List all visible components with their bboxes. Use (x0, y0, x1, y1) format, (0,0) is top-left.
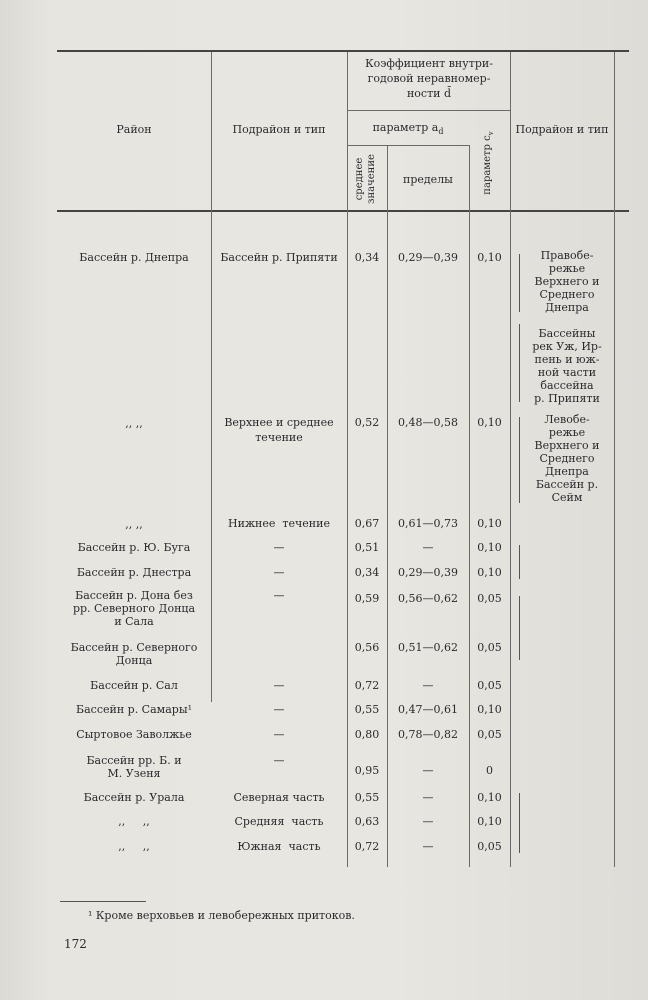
table-header-rule (57, 210, 629, 212)
cell-region: Бассейн р. Самары¹ (76, 703, 192, 716)
param-a-label: параметр a (372, 121, 439, 134)
cell-subregion: Нижнее течение (228, 517, 330, 530)
cell-limits: — (422, 541, 434, 554)
cell-subregion: Южная часть (237, 840, 321, 853)
cell-subregion: — (273, 541, 285, 554)
table-top-rule (57, 50, 629, 52)
cell-cv: 0,05 (477, 840, 502, 853)
bracket (519, 596, 526, 660)
cell-mean: 0,59 (354, 592, 380, 605)
cell-subregion: — (273, 679, 285, 692)
cell-subregion: Бассейн р. Припяти (220, 251, 338, 264)
footnote-rule (60, 901, 146, 902)
header-param-a (347, 120, 469, 139)
header-region: Район (116, 123, 152, 136)
header-subregion: Подрайон и тип (232, 123, 326, 136)
param-c-sub: v (487, 131, 495, 136)
cell-cv: 0,10 (477, 541, 502, 554)
cell-region: Бассейн р. Днестра (76, 566, 192, 579)
cell-limits: 0,29—0,39 (398, 251, 458, 264)
cell-cv: 0,10 (477, 251, 502, 264)
cell-region: Бассейн р. Северного Донца (70, 641, 198, 667)
bracket (519, 417, 526, 503)
cell-region: Бассейн р. Ю. Буга (77, 541, 191, 554)
header-subrule (347, 110, 510, 111)
cell-cv: 0 (486, 764, 493, 777)
cell-region: Сыртовое Заволжье (76, 728, 192, 741)
cell-limits: 0,56—0,62 (398, 592, 458, 605)
header-mean-value: среднее значение (354, 154, 377, 204)
header-coefficient: Коэффициент внутри- годовой неравномер- ности d̄ (365, 57, 493, 100)
cell-subregion: — (273, 703, 285, 716)
cell-mean: 0,63 (354, 815, 380, 828)
cell-subregion: — (273, 754, 285, 767)
cell-cv: 0,10 (477, 791, 502, 804)
footnote: ¹ Кроме верховьев и левобережных притоков. (88, 909, 355, 922)
col-divider (510, 52, 511, 867)
cell-subregion: — (273, 589, 285, 602)
cell-mean: 0,72 (354, 679, 380, 692)
header-limits: пределы (403, 173, 453, 186)
cell-cv: 0,05 (477, 679, 502, 692)
cell-region: Бассейн р. Урала (83, 791, 185, 804)
cell-limits: 0,78—0,82 (398, 728, 458, 741)
cell-limits: 0,47—0,61 (398, 703, 458, 716)
cell-subregion: — (273, 566, 285, 579)
param-a-sub: d (438, 127, 444, 137)
cell-cv: 0,05 (477, 641, 502, 654)
cell-limits: — (422, 815, 434, 828)
cell-limits: 0,61—0,73 (398, 517, 458, 530)
cell-cv: 0,05 (477, 592, 502, 605)
cell-subregion: Северная часть (233, 791, 325, 804)
cell-mean: 0,55 (354, 703, 380, 716)
cell-cv: 0,10 (477, 566, 502, 579)
cell-mean: 0,95 (354, 764, 380, 777)
right-cell-description: Левобе- режье Верхнего и Среднего Днепра Бассейн р. Сейм (534, 413, 600, 504)
cell-mean: 0,34 (354, 566, 380, 579)
cell-limits: 0,51—0,62 (398, 641, 458, 654)
header-subregion-right: Подрайон и тип (515, 123, 609, 136)
cell-limits: — (422, 764, 434, 777)
cell-region: ,, ,, (125, 518, 143, 531)
col-divider (614, 52, 615, 867)
bracket (519, 254, 526, 312)
cell-mean: 0,67 (354, 517, 380, 530)
right-cell-description: Бассейны рек Уж, Ир- пень и юж- ной части бассейна р. Припяти (532, 327, 602, 405)
cell-cv: 0,10 (477, 416, 502, 429)
bracket (519, 793, 526, 853)
cell-region: ,, ,, (118, 815, 150, 828)
cell-region: ,, ,, (125, 417, 143, 430)
cell-mean: 0,34 (354, 251, 380, 264)
bracket (519, 545, 526, 579)
cell-cv: 0,10 (477, 517, 502, 530)
cell-subregion: Средняя часть (234, 815, 324, 828)
cell-cv: 0,05 (477, 728, 502, 741)
cell-region: ,, ,, (118, 840, 150, 853)
cell-region: Бассейн р. Дона без рр. Северного Донца и Сала (72, 589, 196, 628)
param-c-label: параметр c (482, 135, 493, 195)
cell-mean: 0,55 (354, 791, 380, 804)
cell-limits: — (422, 840, 434, 853)
bracket (519, 324, 526, 402)
cell-mean: 0,56 (354, 641, 380, 654)
cell-mean: 0,72 (354, 840, 380, 853)
page-number: 172 (64, 937, 87, 951)
col-divider (347, 52, 348, 867)
cell-subregion: — (273, 728, 285, 741)
right-cell-description: Правобе- режье Верхнего и Среднего Днепра (534, 249, 600, 314)
col-divider (211, 52, 212, 702)
cell-region: Бассейн рр. Б. и М. Узеня (86, 754, 182, 780)
cell-limits: 0,48—0,58 (398, 416, 458, 429)
cell-mean: 0,80 (354, 728, 380, 741)
cell-mean: 0,52 (354, 416, 380, 429)
cell-mean: 0,51 (354, 541, 380, 554)
header-subrule (347, 145, 469, 146)
header-param-c (482, 123, 496, 203)
cell-cv: 0,10 (477, 815, 502, 828)
cell-region: Бассейн р. Сал (90, 679, 178, 692)
cell-region: Бассейн р. Днепра (79, 251, 189, 264)
cell-limits: — (422, 679, 434, 692)
cell-subregion: Верхнее и среднее течение (224, 416, 334, 444)
cell-limits: 0,29—0,39 (398, 566, 458, 579)
cell-cv: 0,10 (477, 703, 502, 716)
cell-limits: — (422, 791, 434, 804)
